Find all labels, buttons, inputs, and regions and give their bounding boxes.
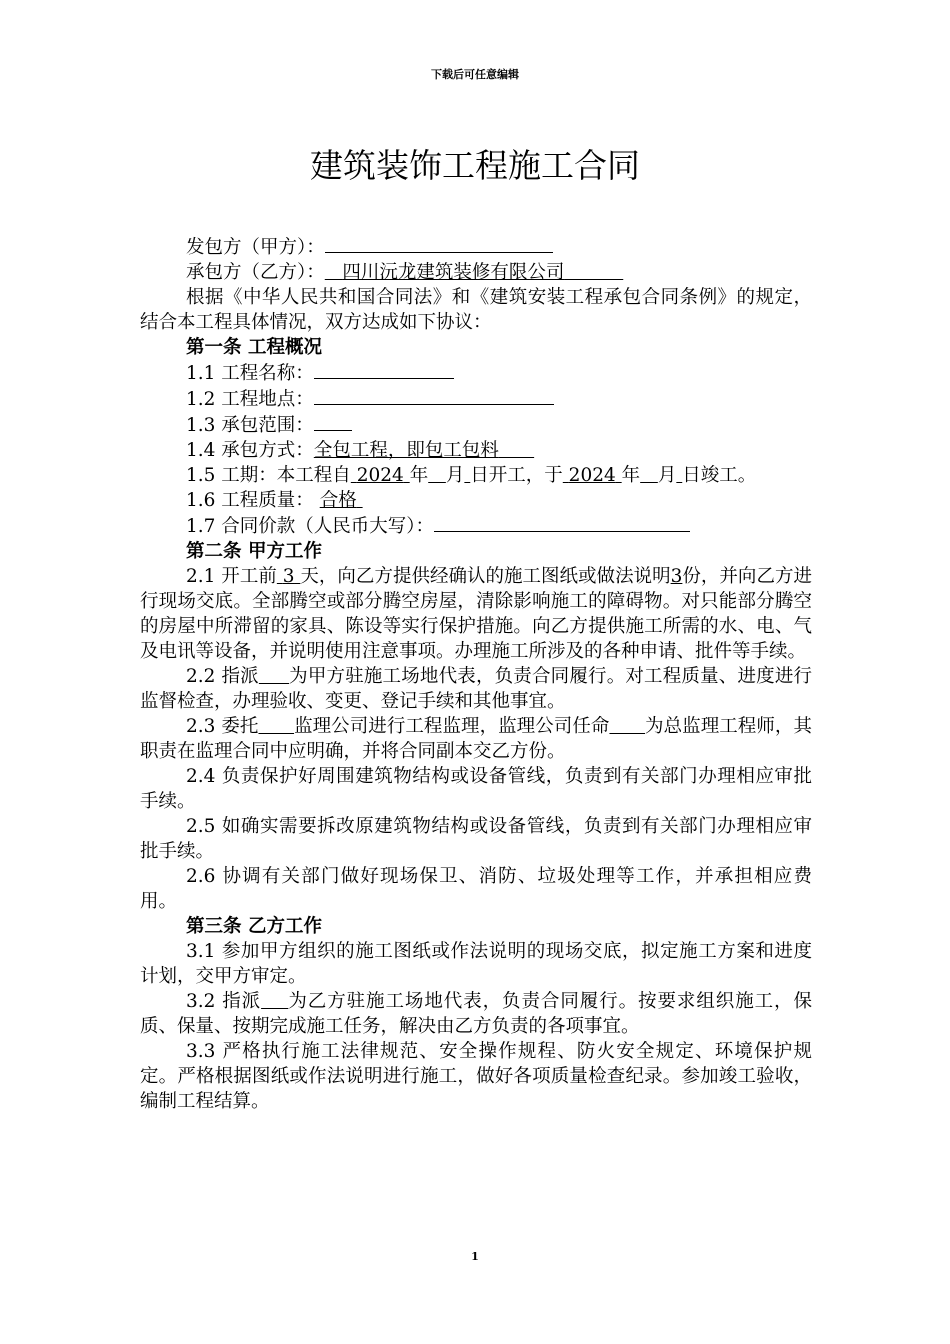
item-2-3-blank-1 (258, 716, 294, 737)
end-year (563, 465, 622, 486)
item-1-6-value-text: 合格 (319, 490, 357, 511)
start-year (351, 465, 410, 486)
item-1-7-blank (434, 513, 690, 532)
item-1-4-label: 1.4 承包方式： (186, 440, 314, 461)
page-number: 1 (471, 1250, 479, 1263)
copies-value-text: 3 (670, 566, 683, 587)
item-1-7 (140, 513, 812, 539)
item-2-2-text-a: 2.2 指派 (186, 666, 259, 687)
item-1-3-blank (314, 412, 352, 431)
item-1-2-label: 1.2 工程地点： (186, 389, 314, 410)
item-2-3 (140, 714, 812, 764)
item-1-2-blank (314, 386, 554, 405)
item-1-3 (140, 412, 812, 438)
item-2-1-text-c: 份，并向乙方进行现场交底。全部腾空或部分腾空房屋，清除影响施工的障碍物。对只能部分腾空的房屋中所滞留的家具、陈设等实行保护措施。向乙方提供施工所需的水、电、气及电讯等设备，并说明使用注意事项。办理施工所涉及的各种申请、批件等手续。 (140, 566, 812, 662)
item-1-6-label: 1.6 工程质量： (186, 490, 314, 511)
page-header: 下载后可任意编辑 (431, 68, 519, 81)
item-2-3-text-c: 为总监理工程师，其职责在监理合同中应明确，并将合同副本交乙方份。 (140, 716, 812, 762)
item-1-1-label: 1.1 工程名称： (186, 363, 314, 384)
item-2-2 (140, 664, 812, 714)
item-1-5-text-g: 日竣工。 (682, 465, 757, 486)
article-2-title: 第二条 甲方工作 (186, 541, 322, 562)
item-1-4 (140, 438, 812, 463)
item-3-2-blank (261, 991, 288, 1012)
item-1-5-text-f: 月 (657, 465, 677, 486)
item-1-4-value (314, 440, 534, 461)
start-year-text: 2024 (356, 465, 404, 486)
end-month-blank (640, 465, 658, 486)
end-year-text: 2024 (568, 465, 616, 486)
intro-paragraph: 根据《中华人民共和国合同法》和《建筑安装工程承包合同条例》的规定，结合本工程具体情况，双方达成如下协议： (140, 287, 812, 333)
item-3-2-text-a: 3.2 指派 (186, 991, 262, 1012)
item-2-5: 2.5 如确实需要拆改原建筑物结构或设备管线，负责到有关部门办理相应审批手续。 (140, 816, 812, 862)
start-month-blank (428, 465, 446, 486)
item-1-5-text-b: 年 (409, 465, 429, 486)
item-1-5-text-c: 月 (445, 465, 465, 486)
party-b-value-underline (325, 262, 623, 283)
item-2-3-text-a: 2.3 委托 (186, 716, 259, 737)
document-title: 建筑装饰工程施工合同 (310, 146, 640, 185)
party-b-value: 四川沅龙建筑装修有限公司 (342, 262, 565, 283)
item-2-6: 2.6 协调有关部门做好现场保卫、消防、垃圾处理等工作，并承担相应费用。 (140, 866, 812, 912)
item-2-1-text-b: 天，向乙方提供经确认的施工图纸或做法说明 (300, 566, 671, 587)
item-2-1 (140, 564, 812, 664)
item-1-1-blank (314, 360, 454, 379)
party-b-label: 承包方（乙方）： (186, 262, 325, 283)
item-1-5 (140, 463, 812, 488)
days-value (277, 566, 301, 587)
item-3-2 (140, 989, 812, 1039)
article-1-title: 第一条 工程概况 (186, 337, 322, 358)
days-value-text: 3 (282, 566, 295, 587)
item-1-1 (140, 360, 812, 386)
item-1-5-text-d: 日开工，于 (470, 465, 563, 486)
item-1-3-label: 1.3 承包范围： (186, 415, 314, 436)
item-2-3-text-b: 监理公司进行工程监理，监理公司任命 (294, 716, 610, 737)
contract-body (140, 234, 812, 1114)
party-a-blank (325, 234, 553, 253)
item-2-2-text-b: 为甲方驻施工场地代表，负责合同履行。对工程质量、进度进行监督检查，办理验收、变更、登记手续和其他事宜。 (140, 666, 812, 712)
item-3-2-text-b: 为乙方驻施工场地代表，负责合同履行。按要求组织施工，保质、保量、按期完成施工任务，解决由乙方负责的各项事宜。 (140, 991, 812, 1037)
copies-value (671, 566, 683, 587)
article-3-title: 第三条 乙方工作 (186, 916, 322, 937)
item-3-1: 3.1 参加甲方组织的施工图纸或作法说明的现场交底，拟定施工方案和进度计划，交甲方审定。 (140, 941, 812, 987)
party-b-line (140, 260, 812, 285)
item-2-3-blank-2 (609, 716, 645, 737)
item-3-3: 3.3 严格执行施工法律规范、安全操作规程、防火安全规定、环境保护规定。严格根据图纸或作法说明进行施工，做好各项质量检查纪录。参加竣工验收，编制工程结算。 (140, 1041, 812, 1112)
item-2-1-text-a: 2.1 开工前 (186, 566, 277, 587)
item-1-2 (140, 386, 812, 412)
item-1-7-label: 1.7 合同价款（人民币大写）： (186, 516, 435, 537)
item-1-6-value (320, 490, 363, 511)
item-2-4: 2.4 负责保护好周围建筑物结构或设备管线，负责到有关部门办理相应审批手续。 (140, 766, 812, 812)
party-a-line (140, 234, 812, 260)
item-1-4-value-text: 全包工程，即包工包料 (313, 440, 499, 461)
item-1-5-text-e: 年 (621, 465, 641, 486)
party-a-label: 发包方（甲方）： (186, 237, 325, 258)
item-2-2-blank (259, 666, 289, 687)
item-1-6 (140, 488, 812, 513)
item-1-5-text-a: 1.5 工期：本工程自 (186, 465, 351, 486)
